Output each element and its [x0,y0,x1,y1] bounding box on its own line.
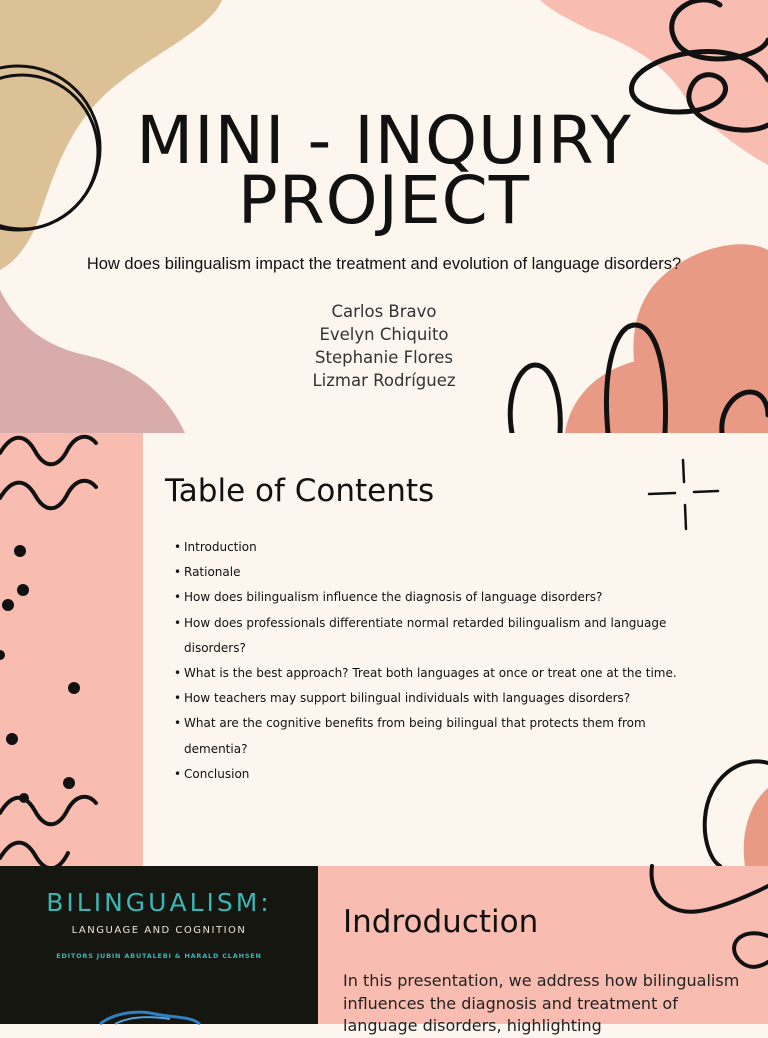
intro-body: In this presentation, we address how bilingualism influences the diagnosis and treatment of language disorders, highlighting [343,971,740,1035]
title-line-2: PROJECT [237,162,531,239]
author-list [0,300,768,392]
toc-item: • What is the best approach? Treat both languages at once or treat one at the time. [174,661,694,686]
toc-item: • Introduction [174,535,694,560]
toc-list [174,535,694,787]
toc-item: • How teachers may support bilingual individuals with languages disorders? [174,686,694,711]
salmon-corner-blob [744,788,768,866]
table-of-contents-slide [0,433,768,866]
introduction-slide [0,866,768,1035]
toc-item: • What are the cognitive benefits from being bilingual that protects them from dementia? [174,711,694,761]
toc-item: • How does professionals differentiate normal retarded bilingualism and language disorders? [174,611,694,661]
author-name: Carlos Bravo [331,302,437,321]
toc-item: • How does bilingualism influence the diagnosis of language disorders? [174,585,694,610]
intro-heading: Indroduction [343,904,539,940]
author-name: Lizmar Rodríguez [312,371,456,390]
brain-art-icon [95,1010,205,1024]
title-slide [0,0,768,433]
book-title: BILINGUALISM: [46,888,272,917]
title-line-1: MINI - INQUIRY [136,102,632,179]
research-question: How does bilingualism impact the treatment and evolution of language disorders? [86,255,682,273]
book-editors: EDITORS JUBIN ABUTALEBI & HARALD CLAHSEN [56,952,262,960]
cross-sparkle-icon [649,460,718,529]
author-name: Stephanie Flores [315,348,453,367]
book-cover-image [0,866,318,1024]
toc-heading: Table of Contents [165,473,435,509]
toc-item: • Conclusion [174,762,694,787]
toc-item: • Rationale [174,560,694,585]
loop-scribble-icon-3 [640,866,768,976]
book-subtitle: LANGUAGE AND COGNITION [71,925,247,936]
author-name: Evelyn Chiquito [319,325,449,344]
